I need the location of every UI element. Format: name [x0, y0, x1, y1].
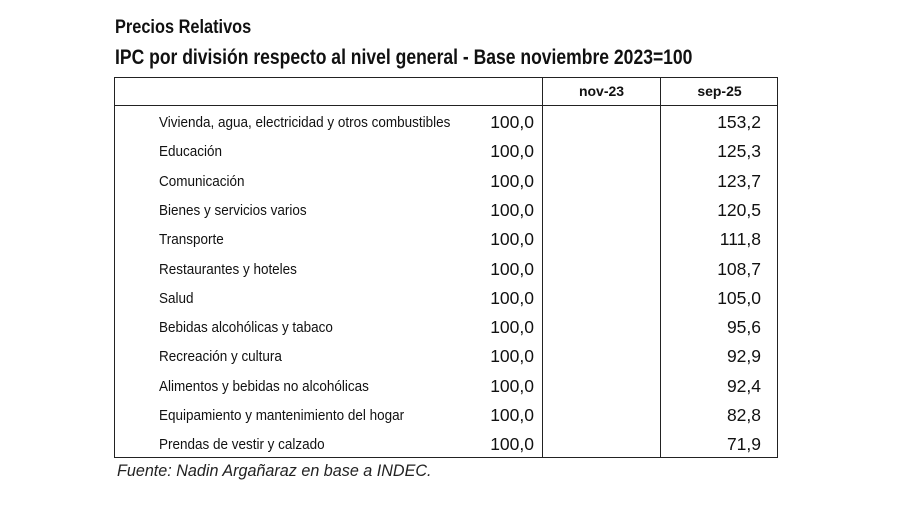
table-row: [115, 401, 777, 430]
header-divider: [115, 105, 777, 106]
value-sep-25: 111,8: [719, 229, 761, 250]
table-row: [115, 196, 777, 225]
table-row: [115, 342, 777, 371]
value-nov-23: 100,0: [490, 434, 534, 455]
row-label: Salud: [159, 290, 194, 307]
value-sep-25: 71,9: [726, 434, 761, 455]
value-sep-25: 92,4: [726, 375, 761, 396]
row-label: Recreación y cultura: [159, 349, 282, 366]
table-row: [115, 137, 777, 166]
row-label: Alimentos y bebidas no alcohólicas: [159, 378, 369, 395]
table-title: Precios Relativos: [115, 17, 252, 38]
row-label: Prendas de vestir y calzado: [159, 437, 325, 454]
table-row: [115, 225, 777, 254]
row-label: Bebidas alcohólicas y tabaco: [159, 320, 333, 337]
table-row: [115, 167, 777, 196]
value-nov-23: 100,0: [490, 229, 534, 250]
value-sep-25: 95,6: [726, 317, 761, 338]
value-nov-23: 100,0: [490, 287, 534, 308]
value-sep-25: 92,9: [726, 346, 761, 367]
table-row: [115, 284, 777, 313]
row-label: Comunicación: [159, 173, 245, 190]
row-label: Educación: [159, 144, 222, 161]
value-sep-25: 125,3: [717, 141, 761, 162]
value-sep-25: 123,7: [717, 170, 761, 191]
price-table: [114, 77, 778, 458]
source-note: Fuente: Nadin Argañaraz en base a INDEC.: [117, 461, 432, 480]
row-label: Restaurantes y hoteles: [159, 261, 297, 278]
table-row: [115, 255, 777, 284]
row-label: Vivienda, agua, electricidad y otros combustibles: [159, 115, 451, 131]
value-nov-23: 100,0: [490, 258, 534, 279]
value-sep-25: 108,7: [717, 258, 761, 279]
column-header-sep-25: sep-25: [697, 83, 742, 99]
value-sep-25: 82,8: [726, 405, 761, 425]
column-header-nov-23: nov-23: [578, 83, 625, 99]
value-nov-23: 100,0: [490, 405, 534, 425]
value-sep-25: 120,5: [717, 199, 761, 220]
table-subtitle: IPC por división respecto al nivel general - Base noviembre 2023=100: [115, 46, 693, 69]
value-sep-25: 105,0: [717, 287, 761, 308]
value-nov-23: 100,0: [490, 346, 534, 367]
value-nov-23: 100,0: [490, 317, 534, 338]
value-nov-23: 100,0: [490, 141, 534, 162]
value-sep-25: 153,2: [717, 112, 761, 132]
value-nov-23: 100,0: [490, 112, 534, 132]
row-label: Transporte: [159, 232, 224, 249]
table-row: [115, 108, 777, 137]
table-row: [115, 313, 777, 342]
value-nov-23: 100,0: [490, 199, 534, 220]
row-label: Bienes y servicios varios: [159, 202, 307, 219]
table-row: [115, 430, 777, 459]
row-label: Equipamiento y mantenimiento del hogar: [159, 408, 405, 424]
value-nov-23: 100,0: [490, 170, 534, 191]
value-nov-23: 100,0: [490, 375, 534, 396]
table-row: [115, 372, 777, 401]
